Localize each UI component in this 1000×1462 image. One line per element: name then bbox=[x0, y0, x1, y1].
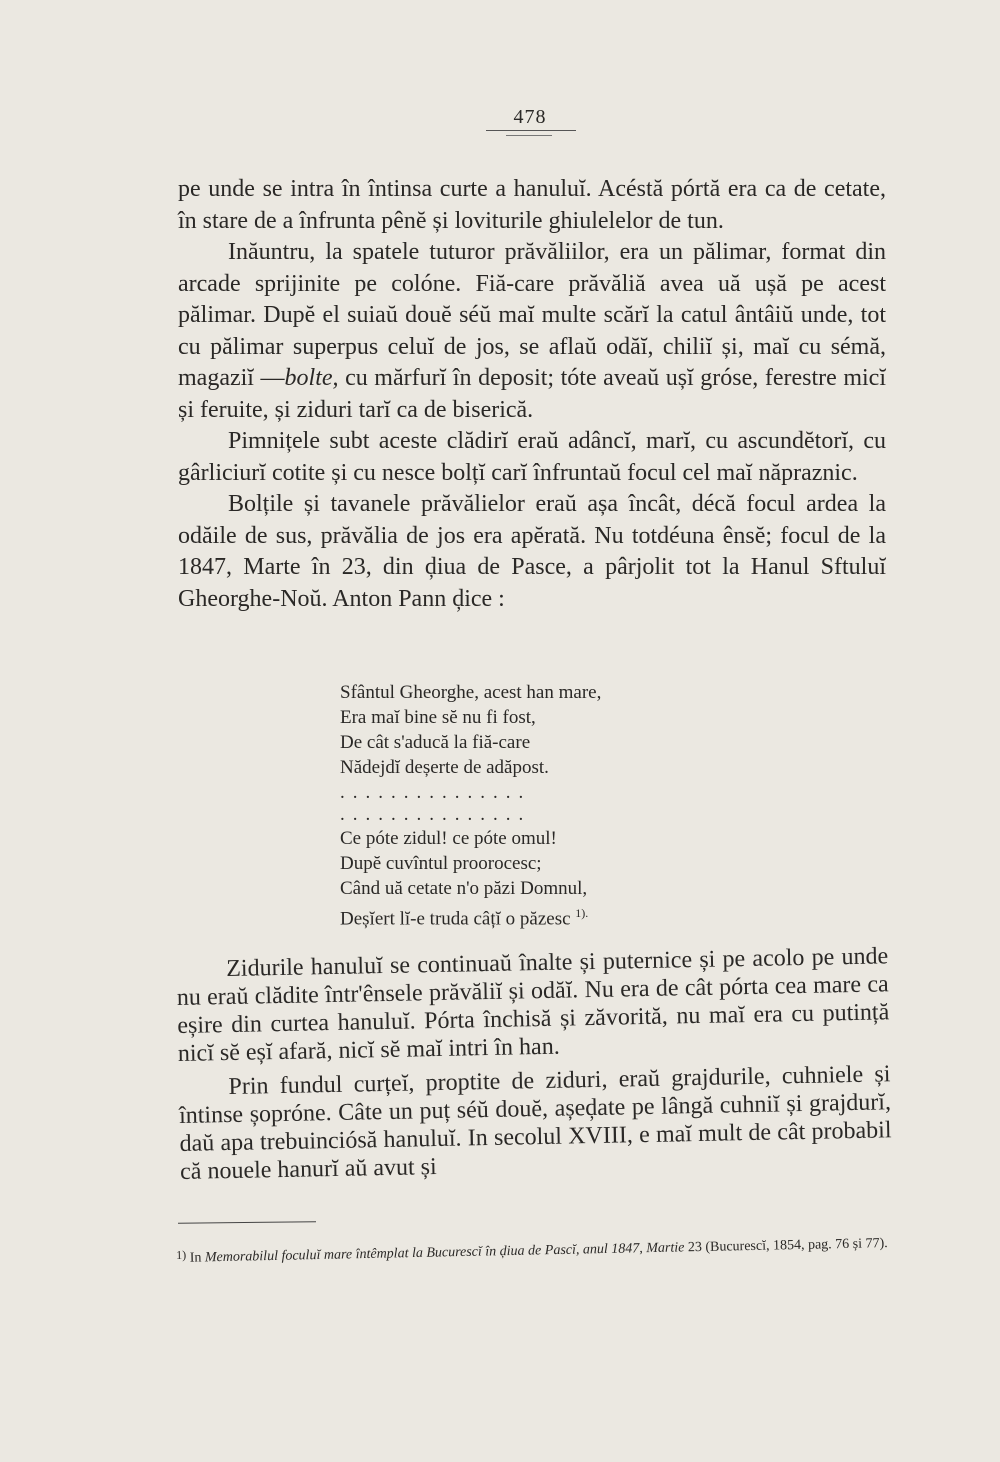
poem-line: Sfântul Gheorghe, acest han mare, bbox=[340, 682, 602, 703]
footnote-tail: 23 (Bucurescĭ, 1854, pag. 76 și 77). bbox=[684, 1236, 888, 1256]
poem-line: Când uă cetate n'o păzi Domnul, bbox=[340, 878, 588, 899]
paragraph-4: Bolțile și tavanele prăvălielor eraŭ așa încât, décă focul ardea la odăile de sus, prăvălia de jos era apĕrată. Nu totdéuna ênsĕ; focul de la 1847, Marte în 23, din ḑiua de Pasce, a pârjolit tot la Hanul Sftuluĭ Gheorghe-Noŭ. Anton Pann ḑice : bbox=[178, 491, 886, 612]
poem-ellipsis-row: ............... bbox=[340, 804, 532, 825]
paragraph-1: pe unde se intra în întinsa curte a hanuluĭ. Acéstă pórtă era ca de cetate, în stare de a înfrunta pênĕ și loviturile ghiulelelor de tun. bbox=[178, 176, 886, 234]
paragraph-2 bbox=[178, 237, 886, 426]
paragraph-2-text: Inăuntru, la spatele tuturor prăvăliilor, era un pălimar, format din arcade sprijinite pe colóne. Fiă-care prăvăliă avea uă ușă pe acest pălimar. Dupĕ el suiaŭ douĕ séŭ maĭ multe scărĭ la catul ântâiŭ unde, tot cu pălimar superpus celuĭ de jos, se aflaŭ odăĭ, chiliĭ și, maĭ cu sémă, magaziĭ — bbox=[178, 239, 886, 391]
page-number: 478 bbox=[513, 106, 547, 128]
paragraph-2-tail: cu mărfurĭ în deposit; tóte aveaŭ ușĭ gróse, ferestre micĭ și feruite, și ziduri tarĭ ca de biserică. bbox=[178, 365, 886, 423]
main-text-bottom bbox=[176, 942, 892, 1186]
footnote-prefix: In bbox=[186, 1250, 206, 1266]
poem-line: Dupĕ cuvîntul proorocesc; bbox=[340, 853, 542, 874]
main-text-top bbox=[178, 174, 886, 615]
poem-line: Ce póte zidul! ce póte omul! bbox=[340, 828, 557, 849]
poem-quote bbox=[340, 680, 720, 931]
paragraph-5: Zidurile hanuluĭ se continuaŭ înalte și puternice și pe acolo pe unde nu eraŭ clădite într'ênsele prăvăliĭ și odăĭ. Nu era de cât pórta cea mare ca eșire din curtea hanuluĭ. Pórta închisă și zăvorită, nu maĭ era cu putință nicĭ sĕ eșĭ afară, nicĭ sĕ maĭ intri în han. bbox=[176, 943, 890, 1067]
paragraph-2-italic: bolte, bbox=[284, 365, 339, 391]
footnote-mark: 1) bbox=[176, 1247, 187, 1262]
paragraph-3: Pimnițele subt aceste clădirĭ eraŭ adâncĭ, marĭ, cu ascundĕtorĭ, cu gârliciurĭ cotite și cu nesce bolțĭ carĭ înfruntaŭ focul cel maĭ năpraznic. bbox=[178, 428, 886, 486]
footnote-reference: 1). bbox=[575, 906, 589, 920]
page-number-rule-short bbox=[506, 135, 552, 136]
paragraph-6: Prin fundul curțeĭ, proptite de ziduri, eraŭ grajdurile, cuhniele și întinse șopróne. Câte un puț séŭ douĕ, așeḑate pe lângă cuhniĭ și grajdurĭ, daŭ apa trebuinciósă hanuluĭ. In secolul XVIII, e maĭ mult de cât probabil că nouele hanurĭ aŭ avut și bbox=[178, 1061, 892, 1185]
footnote-separator bbox=[178, 1221, 316, 1223]
poem-line: Era maĭ bine sĕ nu fi fost, bbox=[340, 707, 536, 728]
poem-line: Nădejdĭ deșerte de adăpost. bbox=[340, 757, 549, 778]
page-number-rule bbox=[486, 130, 576, 131]
footnote-title: Memorabilul foculuĭ mare întêmplat la Bucurescĭ în ḑiua de Pascĭ, anul 1847, Martie bbox=[204, 1240, 685, 1266]
footnote bbox=[176, 1231, 892, 1268]
poem-line-text: Deșĭert lĭ-e truda câțĭ o păzesc bbox=[340, 908, 571, 930]
poem-line: De cât s'aducă la fiă-care bbox=[340, 732, 531, 753]
poem-line bbox=[340, 901, 720, 931]
poem-ellipsis-row: ............... bbox=[340, 782, 532, 803]
